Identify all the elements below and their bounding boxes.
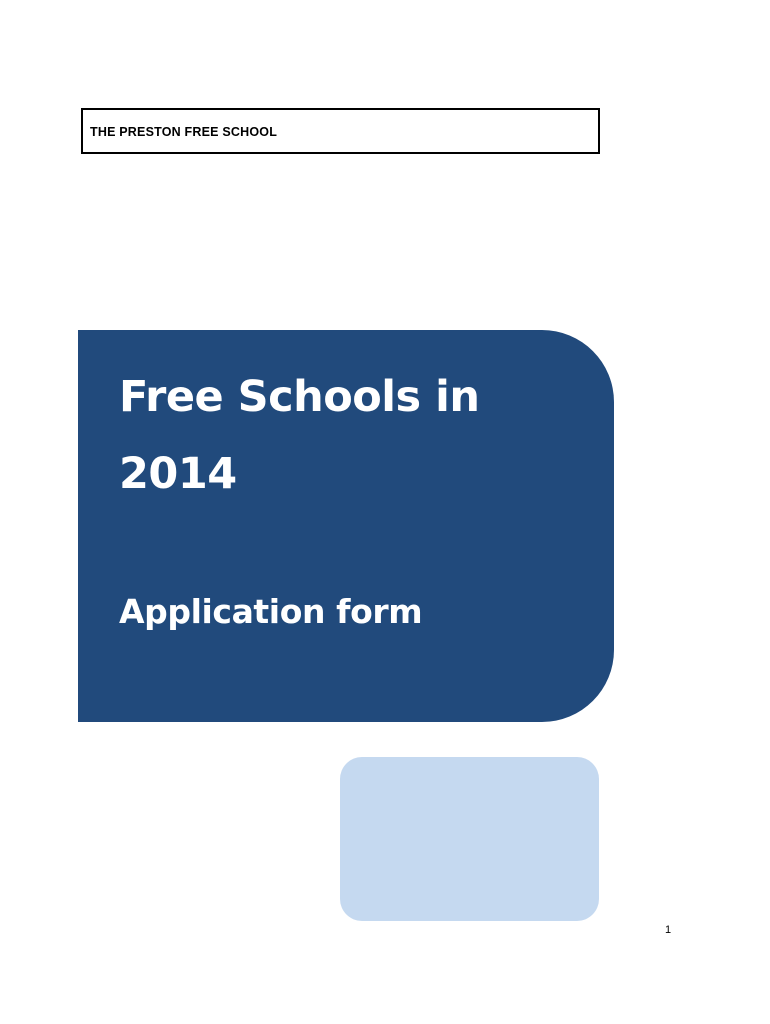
decorative-box bbox=[340, 757, 599, 921]
school-name-box bbox=[81, 108, 600, 154]
subtitle: Application form bbox=[119, 592, 423, 631]
title-line-1: Free Schools in bbox=[119, 372, 480, 422]
title-panel bbox=[78, 330, 614, 722]
school-name: THE PRESTON FREE SCHOOL bbox=[90, 125, 278, 139]
title-line-2: 2014 bbox=[119, 449, 237, 499]
page-number: 1 bbox=[665, 924, 672, 936]
